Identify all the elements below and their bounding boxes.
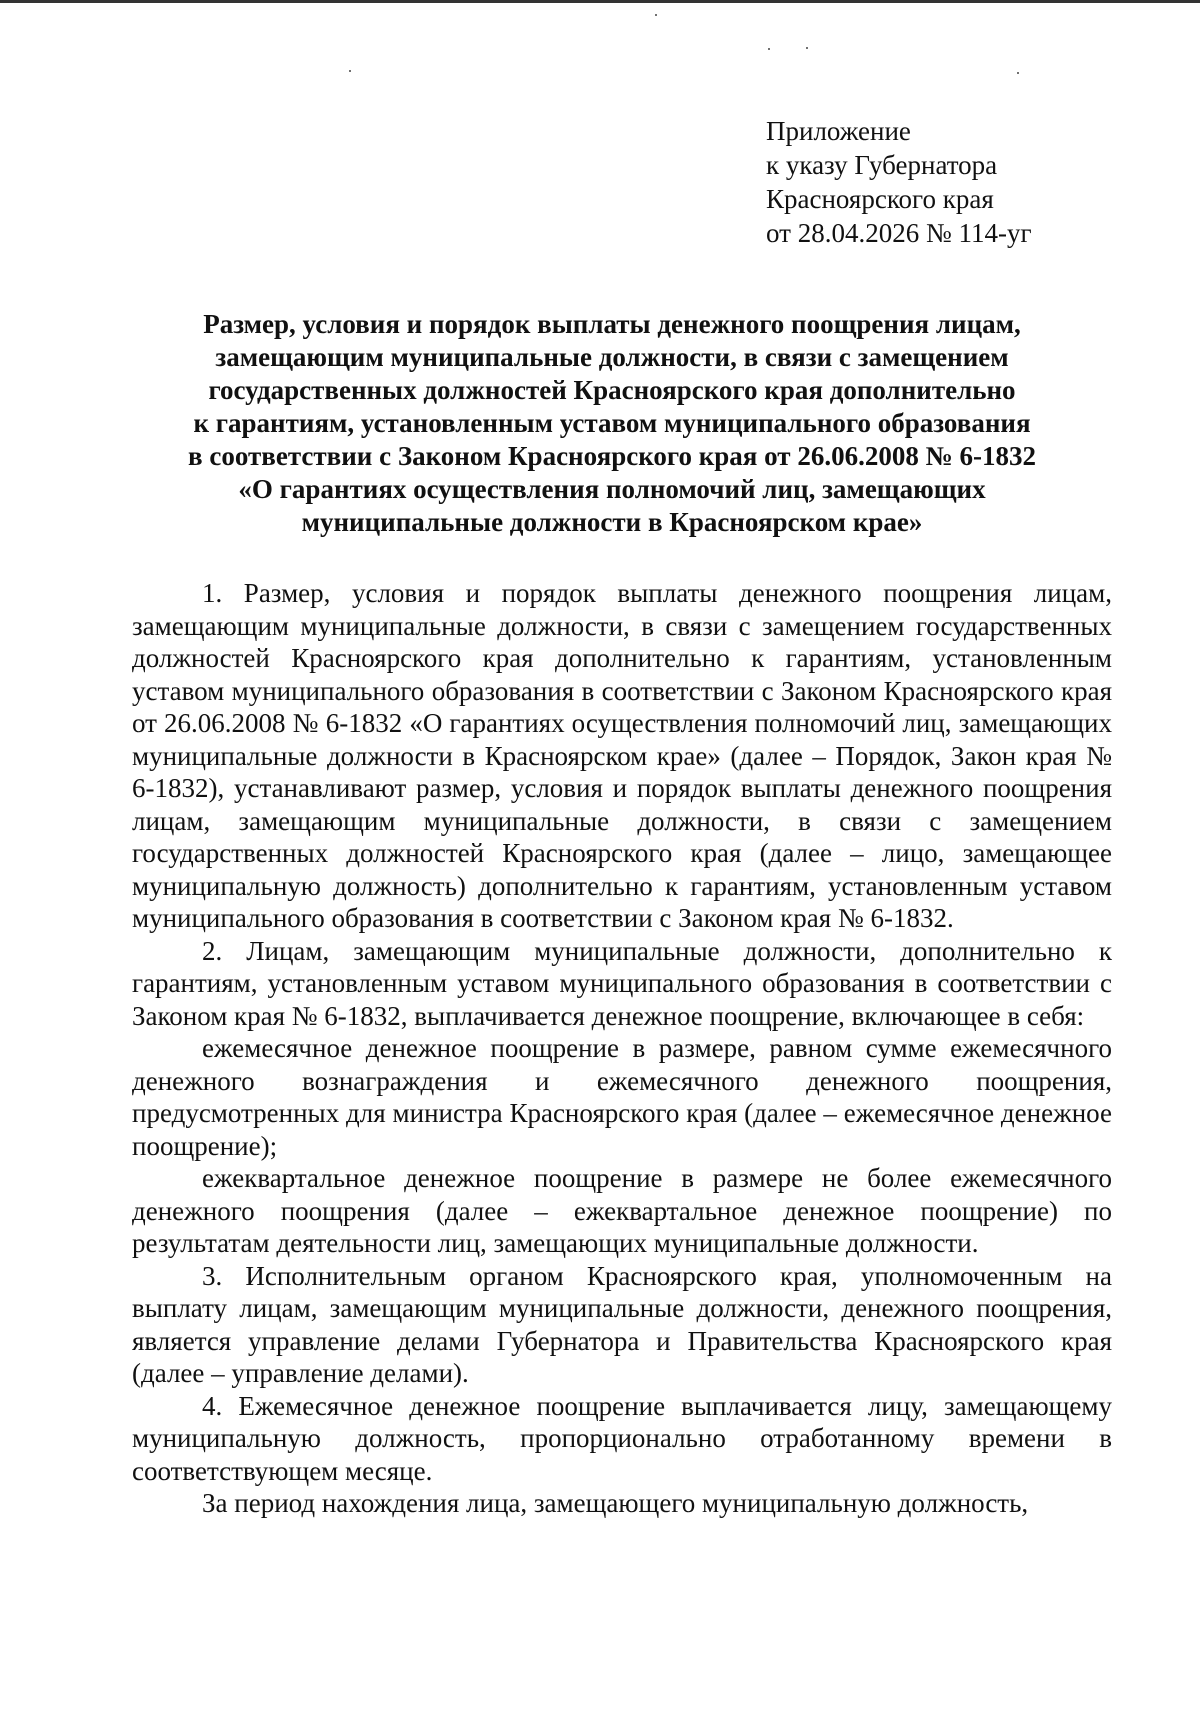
scan-speck (1017, 72, 1019, 74)
paragraph-2-item-monthly: ежемесячное денежное поощрение в размере, равном сумме ежемесячного денежного вознаграждения и ежемесячного денежного поощрения, предусмотренных для министра Красноярского края (далее – ежемесячное денежное поощрение); (132, 1033, 1112, 1161)
annex-line: Красноярского края (766, 184, 994, 214)
scan-top-edge (0, 0, 1200, 3)
scan-speck (806, 47, 808, 49)
title-line: «О гарантиях осуществления полномочий лиц, замещающих (238, 474, 986, 504)
paragraph-3: 3. Исполнительным органом Красноярского края, уполномоченным на выплату лицам, замещающим муниципальные должности, денежного поощрения, является управление делами Губернатора и Правительства Красноярского края (далее – управление делами). (132, 1260, 1112, 1388)
annex-line: к указу Губернатора (766, 150, 998, 180)
document-body (132, 577, 1112, 1520)
paragraph-4: 4. Ежемесячное денежное поощрение выплачивается лицу, замещающему муниципальную должность, пропорционально отработанному времени в соответствующем месяце. (132, 1390, 1112, 1486)
document-title (132, 308, 1092, 539)
title-line: к гарантиям, установленным уставом муниципального образования (193, 408, 1031, 438)
paragraph-2: 2. Лицам, замещающим муниципальные должности, дополнительно к гарантиям, установленным уставом муниципального образования в соответствии с Законом края № 6-1832, выплачивается денежное поощрение, включающее в себя: (132, 935, 1112, 1031)
scan-speck (768, 48, 770, 50)
paragraph-2-item-quarterly: ежеквартальное денежное поощрение в размере не более ежемесячного денежного поощрения (далее – ежеквартальное денежное поощрение) по результатам деятельности лиц, замещающих муниципальные должности. (132, 1163, 1112, 1258)
annex-line: Приложение (766, 116, 911, 146)
scan-speck (655, 14, 657, 16)
title-line: замещающим муниципальные должности, в связи с замещением (215, 342, 1009, 372)
annex-line: от 28.04.2026 № 114-уг (766, 218, 1032, 248)
title-line: в соответствии с Законом Красноярского края от 26.06.2008 № 6-1832 (188, 441, 1036, 471)
title-line: государственных должностей Красноярского края дополнительно (208, 375, 1016, 405)
paragraph-1: 1. Размер, условия и порядок выплаты денежного поощрения лицам, замещающим муниципальные должности, в связи с замещением государственных должностей Красноярского края дополнительно к гарантиям, установленным уставом муниципального образования в соответствии с Законом Красноярского края от 26.06.2008 № 6-1832 «О гарантиях осуществления полномочий лиц, замещающих муниципальные должности в Красноярском крае» (далее – Порядок, Закон края № 6-1832), устанавливают размер, условия и порядок выплаты денежного поощрения лицам, замещающим муниципальные должности, в связи с замещением государственных должностей Красноярского края (далее – лицо, замещающее муниципальную должность) дополнительно к гарантиям, установленным уставом муниципального образования в соответствии с Законом края № 6-1832. (132, 578, 1112, 933)
annex-header (766, 114, 1032, 250)
paragraph-5: За период нахождения лица, замещающего муниципальную должность, (202, 1488, 1029, 1518)
title-line: муниципальные должности в Красноярском крае» (301, 507, 923, 537)
scan-speck (349, 70, 351, 72)
title-line: Размер, условия и порядок выплаты денежного поощрения лицам, (203, 309, 1021, 339)
